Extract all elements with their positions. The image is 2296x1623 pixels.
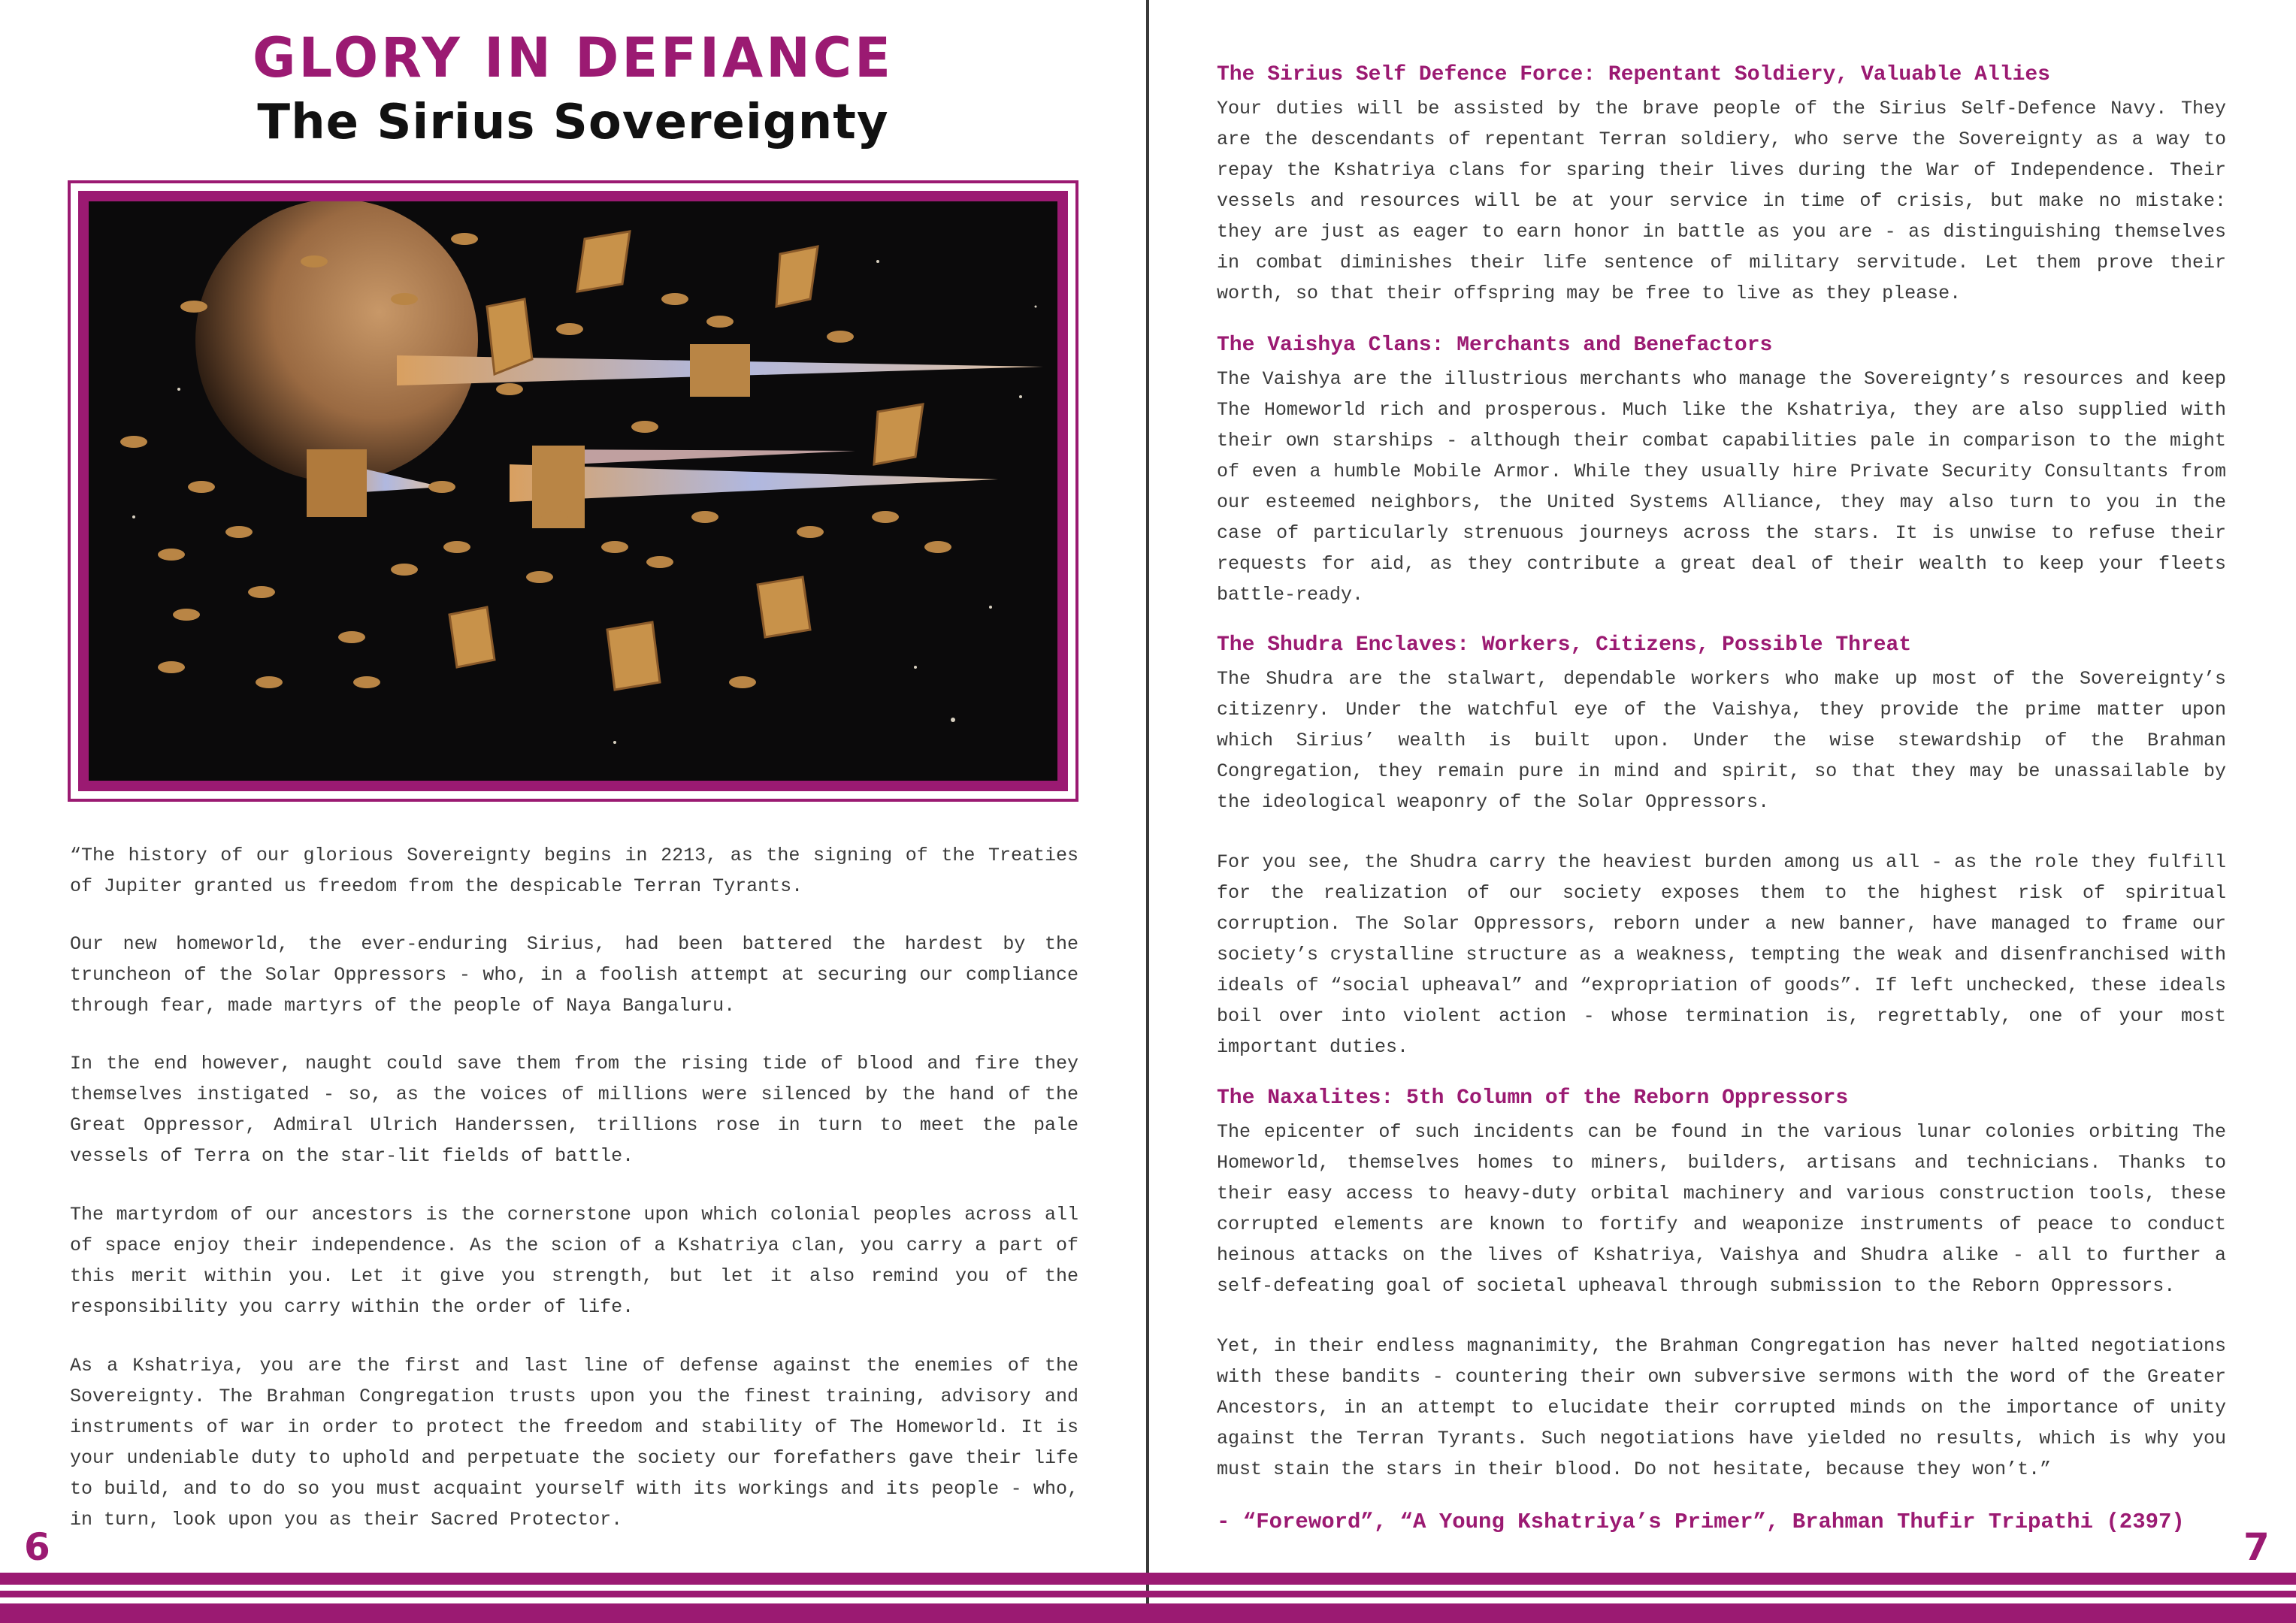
section-heading-vaishya: The Vaishya Clans: Merchants and Benefactors xyxy=(1217,334,1773,357)
section-paragraph-naxalites-1: The epicenter of such incidents can be found in the various lunar colonies orbiting The Homeworld, themselves homes to miners, builders, artisans and technicians. Thanks to their easy access to heavy-duty orbital machinery and various construction tools, these corrupted elements are known to fortify and weaponize instruments of peace to conduct heinous attacks on the lives of Kshatriya, Vaishya and Shudra alike - all to further a self-defeating goal of societal upheaval through submission to the Reborn Oppressors. xyxy=(1217,1121,2226,1297)
section-paragraph-shudra-1: The Shudra are the stalwart, dependable workers who make up most of the Sovereignty’s citizenry. Under the watchful eye of the Vaishya, they provide the prime matter upon which Sirius’ wealth is built upon. Under the wise stewardship of the Brahman Congregation, they remain pure in mind and spirit, so that they may be unassailable by the ideological weaponry of the Solar Oppressors. xyxy=(1217,668,2226,813)
section-heading-naxalites: The Naxalites: 5th Column of the Reborn Oppressors xyxy=(1217,1087,1849,1110)
right-page xyxy=(1150,0,2296,1623)
section-heading-shudra: The Shudra Enclaves: Workers, Citizens, Possible Threat xyxy=(1217,633,1912,657)
page-number-left: 6 xyxy=(24,1525,50,1569)
page-title: GLORY IN DEFIANCE xyxy=(253,25,894,91)
intro-paragraph-1: “The history of our glorious Sovereignty begins in 2213, as the signing of the Treaties of Jupiter granted us freedom from the despicable Terran Tyrants. xyxy=(70,845,1078,897)
page-number-right: 7 xyxy=(2243,1525,2270,1569)
footer-band-bottom xyxy=(0,1603,2296,1623)
intro-paragraph-4: The martyrdom of our ancestors is the cornerstone upon which colonial peoples across all of space enjoy their independence. As the scion of a Kshatriya clan, you carry a part of this merit within you. Let it give you strength, but let it also remind you of the responsibility you carry within the order of life. xyxy=(70,1204,1078,1318)
section-paragraph-vaishya: The Vaishya are the illustrious merchants who manage the Sovereignty’s resources and keep The Homeworld rich and prosperous. Much like the Kshatriya, they are also supplied with their own starships - although their combat capabilities pale in comparison to the might of even a humble Mobile Armor. While they usually hire Private Security Consultants from our esteemed neighbors, the United Systems Alliance, they may also turn to you in the case of particularly strenuous journeys across the stars. It is unwise to refuse their requests for aid, as they contribute a great deal of their wealth to keep your fleets battle-ready. xyxy=(1217,368,2226,606)
space-fleet-illustration xyxy=(89,201,1057,781)
section-paragraph-shudra-2: For you see, the Shudra carry the heaviest burden among us all - as the role they fulfill for the realization of our society exposes them to the highest risk of spiritual corruption. The Solar Oppressors, reborn under a new banner, have managed to frame our society’s crystalline structure as a weakness, tempting the weak and disenfranchised with ideals of “social upheaval” and “expropriation of goods”. If left unchecked, these ideals boil over into violent action - whose termination is, regrettably, one of your most important duties. xyxy=(1217,851,2226,1058)
footer-band-top xyxy=(0,1573,2296,1585)
section-paragraph-self-defence: Your duties will be assisted by the brave people of the Sirius Self-Defence Navy. They are the descendants of repentant Terran soldiery, who serve the Sovereignty as a way to repay the Kshatriya clans for sparing their lives during the War of Independence. Their vessels and resources will be at your service in time of crisis, but make no mistake: they are just as eager to earn honor in battle as you are - as distinguishing themselves in combat diminishes their life sentence of military servitude. Let them prove their worth, so that their offspring may be free to live as they please. xyxy=(1217,98,2226,304)
page-divider xyxy=(1146,0,1149,1623)
page-subtitle: The Sirius Sovereignty xyxy=(257,95,889,150)
section-heading-self-defence: The Sirius Self Defence Force: Repentant Soldiery, Valuable Allies xyxy=(1217,63,2050,86)
intro-paragraph-5: As a Kshatriya, you are the first and last line of defense against the enemies of the Sovereignty. The Brahman Congregation trusts upon you the finest training, advisory and instruments of war in order to protect the freedom and stability of The Homeworld. It is your undeniable duty to uphold and perpetuate the society our forefathers gave their life to build, and to do so you must acquaint yourself with its workings and its people - who, in turn, look upon you as their Sacred Protector. xyxy=(70,1355,1078,1531)
left-page xyxy=(0,0,1146,1623)
footer-band-middle xyxy=(0,1591,2296,1597)
intro-paragraph-3: In the end however, naught could save them from the rising tide of blood and fire they themselves instigated - so, as the voices of millions were silenced by the hand of the Great Oppressor, Admiral Ulrich Handerssen, trillions rose in turn to meet the pale vessels of Terra on the star-lit fields of battle. xyxy=(70,1053,1078,1167)
section-paragraph-naxalites-2: Yet, in their endless magnanimity, the Brahman Congregation has never halted negotiations with these bandits - countering their own subversive sermons with the word of the Greater Ancestors, in an attempt to elucidate their corrupted minds on the importance of unity against the Terran Tyrants. Such negotiations have yielded no results, which is why you must stain the stars in their blood. Do not hesitate, because they won’t.” xyxy=(1217,1335,2226,1480)
intro-paragraph-2: Our new homeworld, the ever-enduring Sirius, had been battered the hardest by the truncheon of the Solar Oppressors - who, in a foolish attempt at securing our compliance through fear, made martyrs of the people of Naya Bangaluru. xyxy=(70,933,1078,1017)
planet xyxy=(195,201,478,482)
space-fleet-svg xyxy=(89,201,1057,781)
quote-attribution: - “Foreword”, “A Young Kshatriya’s Primer”, Brahman Thufir Tripathi (2397) xyxy=(1217,1510,2185,1534)
